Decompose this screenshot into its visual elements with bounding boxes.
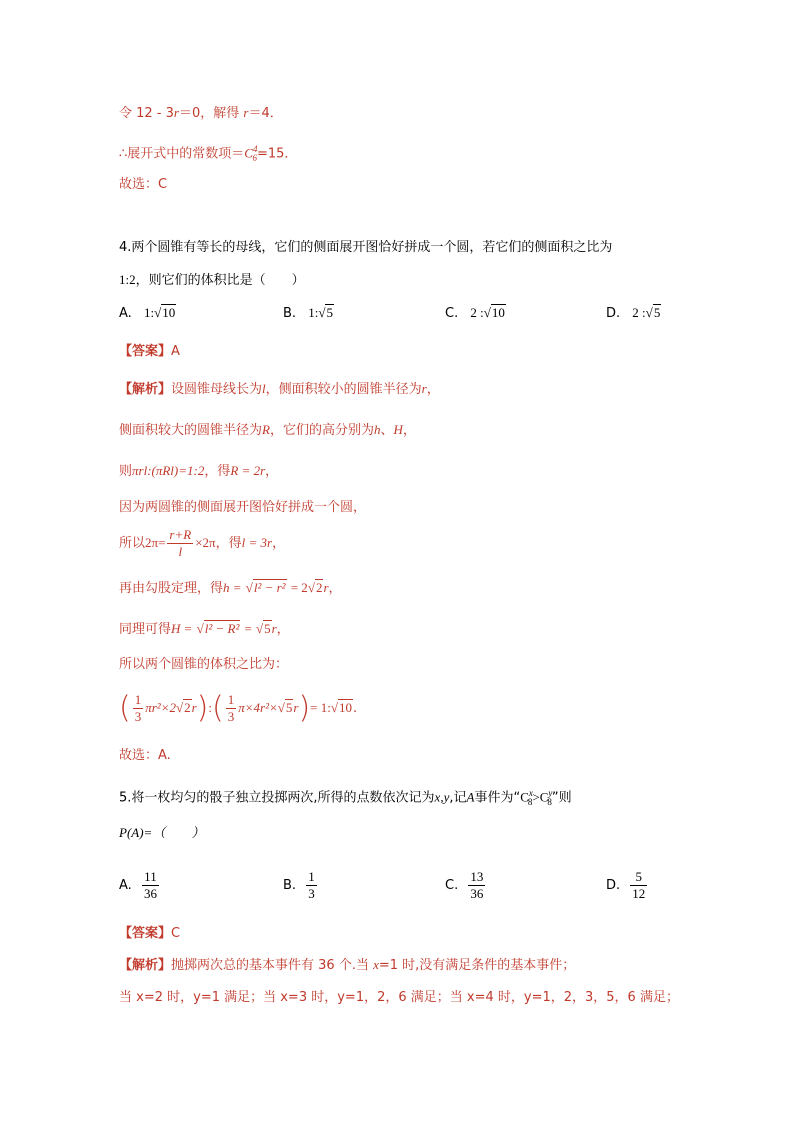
analysis-tag: 【解析】 xyxy=(119,958,172,973)
final-choice-line: 故选：C xyxy=(119,177,168,192)
text-segment: ∴展开式中的常数项＝ xyxy=(119,146,245,162)
analysis-tag: 【解析】 xyxy=(119,382,172,397)
option-prefix: 1: xyxy=(143,305,155,320)
math-expression: = xyxy=(244,621,252,636)
math-expression: π×4r²× xyxy=(238,700,278,715)
text-segment: ，得 xyxy=(215,536,242,551)
text-segment: ，侧面积较小的圆锥半径为 xyxy=(265,382,422,397)
solution-line-1 xyxy=(119,103,283,124)
variable-l: l xyxy=(262,381,266,396)
option-prefix: 1: xyxy=(308,305,319,320)
radicand: 10 xyxy=(339,700,353,715)
fraction xyxy=(306,869,317,902)
option-label: A. xyxy=(119,306,132,321)
q4-analysis-line-6 xyxy=(119,578,342,599)
answer-value: A xyxy=(171,344,180,359)
fraction-numerator: 13 xyxy=(470,869,484,884)
radicand: 10 xyxy=(491,305,505,320)
text-segment: ， xyxy=(426,382,440,397)
text-segment: 令 12 - 3 xyxy=(119,106,174,121)
radicand: l² − R² xyxy=(204,621,240,636)
fraction-one-third xyxy=(226,692,237,725)
q4-options xyxy=(119,305,679,345)
fraction-denominator: 36 xyxy=(470,886,484,901)
text-segment: ， xyxy=(328,581,342,596)
answer-tag: 【答案】 xyxy=(119,926,172,941)
q4-answer xyxy=(119,342,180,362)
option-label: C. xyxy=(445,878,459,893)
fraction-numerator: 11 xyxy=(142,869,159,886)
event-A: A xyxy=(466,789,475,805)
variable-r: r xyxy=(191,700,197,715)
sqrt-expression: √5 xyxy=(645,305,661,320)
math-expression: l = 3r xyxy=(241,535,273,550)
sqrt-expression: √2 xyxy=(307,580,323,595)
math-expression: πr²×2 xyxy=(145,700,176,715)
combination-symbol xyxy=(520,783,532,812)
q4-analysis-line-4: 因为两圆锥的侧面展开图恰好拼成一个圆， xyxy=(119,500,367,515)
combo-sup: y xyxy=(548,788,553,798)
sqrt-expression: √5 xyxy=(318,305,333,320)
sqrt-expression: √l² − R² xyxy=(196,621,240,636)
text-segment: 抛掷两次总的基本事件有 36 个.当 xyxy=(171,958,374,973)
option-prefix: 2 : xyxy=(632,305,646,320)
combo-sub: 8 xyxy=(547,796,552,807)
fraction xyxy=(167,527,193,560)
sqrt-expression: √l² − r² xyxy=(245,580,286,595)
text-segment: ＝0，解得 xyxy=(178,106,244,121)
sqrt-expression: √5 xyxy=(277,700,293,715)
q5-option-b[interactable] xyxy=(283,866,319,906)
sqrt-expression: √10 xyxy=(483,305,505,320)
text-segment: ， xyxy=(276,622,290,637)
fraction-numerator: r+R xyxy=(169,527,192,542)
option-label: B. xyxy=(283,878,297,893)
q4-analysis-line-5 xyxy=(119,523,285,564)
q4-analysis-line-8: 所以两个圆锥的体积之比为： xyxy=(119,657,289,672)
variable-h: h xyxy=(373,422,381,437)
variable-r: r xyxy=(243,105,249,120)
text-segment: =1 时,没有满足条件的基本事件； xyxy=(378,958,576,973)
text-segment: ，则它们的体积比是（ ） xyxy=(135,273,305,288)
text-segment: 事件为“ xyxy=(474,790,521,806)
q4-option-b[interactable] xyxy=(283,305,334,321)
variables-xy: x,y xyxy=(434,789,450,805)
q5-stem-line-2: P(A)=（ ） xyxy=(119,825,205,840)
q5-option-a[interactable] xyxy=(119,866,161,906)
option-label: A. xyxy=(119,878,132,893)
combo-sup: 4 xyxy=(252,144,258,154)
q4-stem-line-2 xyxy=(119,270,305,291)
fraction-numerator: 1 xyxy=(134,692,142,707)
combo-base: C xyxy=(244,145,253,161)
combo-base: C xyxy=(520,789,529,805)
ratio-text: 1:2 xyxy=(119,272,136,287)
radicand: l² − r² xyxy=(253,580,286,595)
combination-symbol xyxy=(540,783,552,812)
sqrt-expression: √5 xyxy=(255,621,271,636)
text-segment: 则 xyxy=(119,464,133,479)
variable-H: H xyxy=(393,422,403,437)
right-paren: ) xyxy=(298,690,311,726)
text-segment: . xyxy=(353,701,358,716)
fraction-denominator: 3 xyxy=(134,709,142,724)
q5-analysis-line-1 xyxy=(119,955,575,976)
sqrt-expression: √10 xyxy=(330,700,353,715)
left-paren: ( xyxy=(119,690,131,726)
option-label: D. xyxy=(606,306,621,321)
combo-sub: 8 xyxy=(527,796,533,807)
radicand: 10 xyxy=(162,305,176,320)
answer-tag: 【答案】 xyxy=(119,344,172,359)
math-expression: 2π= xyxy=(145,535,166,550)
combo-base: C xyxy=(539,789,549,805)
q4-analysis-line-7 xyxy=(119,619,290,640)
math-expression: R = 2r xyxy=(230,463,266,478)
variable-r: r xyxy=(271,621,277,636)
math-expression: H = xyxy=(171,621,193,636)
math-expression: h = xyxy=(223,580,242,595)
text-segment: ，得 xyxy=(204,464,231,479)
text-segment: ， xyxy=(265,464,279,479)
text-segment: ,记 xyxy=(449,790,467,806)
q4-analysis-line-2 xyxy=(119,420,416,441)
text-segment: ，它们的高分别为 xyxy=(269,423,374,438)
q5-option-c[interactable] xyxy=(445,866,487,906)
option-label: D. xyxy=(606,878,621,893)
solution-line-2 xyxy=(119,139,297,168)
radicand: 5 xyxy=(285,700,293,715)
q5-answer xyxy=(119,924,180,944)
radicand: 5 xyxy=(653,305,661,320)
fraction xyxy=(468,869,485,902)
text-segment: ， xyxy=(402,423,416,438)
radicand: 5 xyxy=(326,305,333,320)
math-expression: = 1: xyxy=(310,700,331,715)
greater-than: > xyxy=(532,789,540,805)
text-segment: 再由勾股定理，得 xyxy=(119,581,224,596)
math-expression: = 2 xyxy=(290,580,308,595)
fraction xyxy=(630,869,647,902)
option-prefix: 2 : xyxy=(470,305,484,320)
fraction-numerator: 1 xyxy=(227,692,235,707)
text-segment: 同理可得 xyxy=(119,622,172,637)
q4-analysis-line-9 xyxy=(119,688,357,729)
variable-x: x xyxy=(373,957,379,972)
variable-r: r xyxy=(173,105,179,120)
text-segment: ＝4． xyxy=(248,106,283,121)
answer-value: C xyxy=(171,926,181,941)
text-segment: =15． xyxy=(256,146,298,162)
variable-r: r xyxy=(421,381,427,396)
sqrt-expression: √10 xyxy=(154,305,176,320)
math-expression: πrl:(πRl)=1:2 xyxy=(132,463,205,478)
left-paren: ( xyxy=(212,690,224,726)
radicand: 2 xyxy=(184,700,191,715)
fraction-denominator: 3 xyxy=(227,709,235,724)
q4-option-d[interactable] xyxy=(606,305,661,321)
sqrt-expression: √2 xyxy=(175,700,191,715)
text-segment: ”则 xyxy=(551,790,572,806)
fraction-denominator: 12 xyxy=(632,886,646,901)
fraction-numerator: 1 xyxy=(308,869,315,884)
combination-symbol xyxy=(244,139,257,168)
text-segment: 侧面积较大的圆锥半径为 xyxy=(119,423,263,438)
text-segment: 5.将一枚均匀的骰子独立投掷两次,所得的点数依次记为 xyxy=(119,790,435,806)
option-label: B. xyxy=(283,306,297,321)
fraction-denominator: 3 xyxy=(308,886,315,901)
radicand: 5 xyxy=(264,621,271,636)
q5-analysis-line-2: 当 x=2 时，y=1 满足；当 x=3 时，y=1，2，6 满足；当 x=4 时，y=1，2，3，5，6 满足； xyxy=(119,990,679,1005)
fraction-one-third xyxy=(133,692,144,725)
math-expression: ×2π xyxy=(195,535,216,550)
right-paren: ) xyxy=(196,690,209,726)
option-label: C. xyxy=(445,306,459,321)
q4-final-choice: 故选：A. xyxy=(119,748,171,763)
q5-stem-line-1 xyxy=(119,783,572,812)
colon: : xyxy=(208,700,213,715)
q4-option-c[interactable] xyxy=(445,305,506,321)
radicand: 2 xyxy=(315,580,323,595)
q5-options xyxy=(119,866,679,910)
text-segment: 设圆锥母线长为 xyxy=(171,382,263,397)
combo-sup: x xyxy=(528,788,533,798)
text-segment: 所以 xyxy=(119,536,146,551)
q4-analysis-line-1 xyxy=(119,379,440,400)
variable-R: R xyxy=(262,422,270,437)
text-segment: ， xyxy=(272,536,286,551)
q4-option-a[interactable] xyxy=(119,305,176,321)
fraction-denominator: l xyxy=(178,544,183,559)
combo-sub: 6 xyxy=(252,152,257,163)
q4-analysis-line-3 xyxy=(119,461,278,482)
fraction xyxy=(142,869,159,902)
q5-option-d[interactable] xyxy=(606,866,649,906)
variable-r: r xyxy=(293,700,299,715)
fraction-numerator: 5 xyxy=(630,869,647,886)
separator: 、 xyxy=(380,423,394,438)
variable-r: r xyxy=(323,580,329,595)
fraction-denominator: 36 xyxy=(143,886,157,901)
q4-stem-line-1: 4.两个圆锥有等长的母线，它们的侧面展开图恰好拼成一个圆，若它们的侧面积之比为 xyxy=(119,240,613,255)
